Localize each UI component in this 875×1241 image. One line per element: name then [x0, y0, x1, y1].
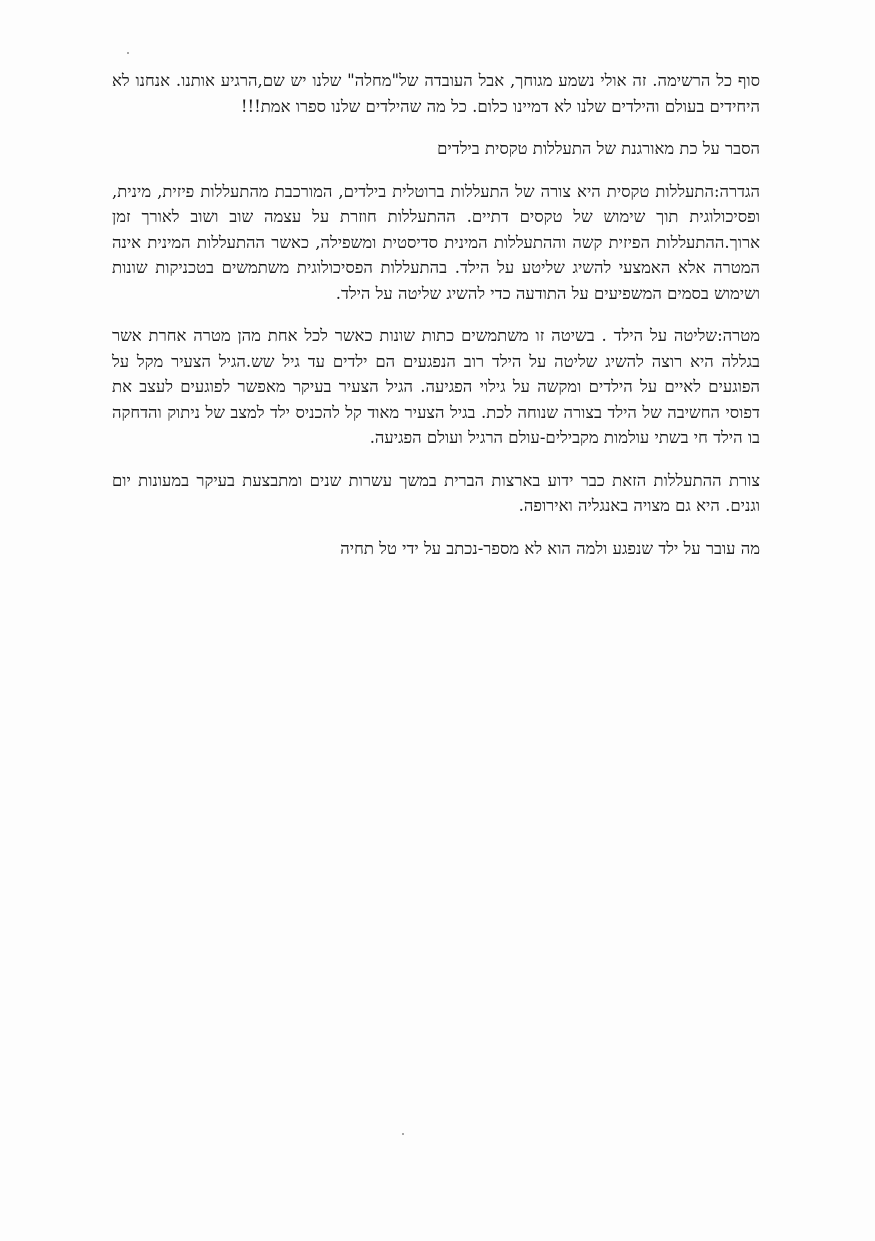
paragraph-goal: מטרה:שליטה על הילד . בשיטה זו משתמשים כתות שונות כאשר לכל אחת מהן מטרה אחרת אשר בגללה היא רוצה להשיג שליטה על הילד רוב הנפגעים הם ילדים עד גיל שש.הגיל הצעיר מקל על הפוגעים לאיים על הילדים ומקשה על גילוי הפגיעה. הגיל הצעיר בעיקר מאפשר לפוגעים לעצב את דפוסי החשיבה של הילד בצורה שנוחה לכת. בגיל הצעיר מאוד קל להכניס ילד למצב של ניתוק והדחקה בו הילד חי בשתי עולמות מקבילים-עולם הרגיל ועולם הפגיעה. — [112, 326, 760, 447]
paragraph-definition: הגדרה:התעללות טקסית היא צורה של התעללות ברוטלית בילדים, המורכבת מהתעללות פיזית, מינית, ופסיכולוגית תוך שימוש של טקסים דתיים. ההתעללות חוזרת על עצמה שוב ושוב לאורך זמן ארוך.ההתעללות הפיזית קשה וההתעללות המינית סדיסטית ומשפילה, כאשר ההתעללות המינית אינה המטרה אלא האמצעי להשיג שליטע על הילד. בהתעללות הפסיכולוגית משתמשים בטכניקות שונות ושימוש בסמים המשפיעים על התודעה כדי להשיג שליטה על הילד. — [112, 181, 760, 303]
paragraph-closing: מה עובר על ילד שנפגע ולמה הוא לא מספר-נכתב על ידי טל תחיה — [340, 538, 760, 558]
paragraph-intro: סוף כל הרשימה. זה אולי נשמע מגוחך, אבל העובדה של"מחלה" שלנו יש שם,הרגיע אותנו. אנחנו לא היחידים בעולם והילדים שלנו לא דמיינו כלום. כל מה שהילדים שלנו ספרו אמת!!! — [112, 71, 760, 116]
document-body — [112, 68, 760, 578]
paragraph-history: צורת ההתעללות הזאת כבר ידוע בארצות הברית במשך עשרות שנים ומתבצעת בעיקר במעונות יום וגנים. היא גם מצויה באנגליה ואירופה. — [112, 470, 760, 515]
section-heading: הסבר על כת מאורגנת של התעללות טקסית בילדים — [437, 139, 760, 158]
scan-speck — [127, 52, 129, 54]
scan-speck — [402, 1133, 404, 1135]
